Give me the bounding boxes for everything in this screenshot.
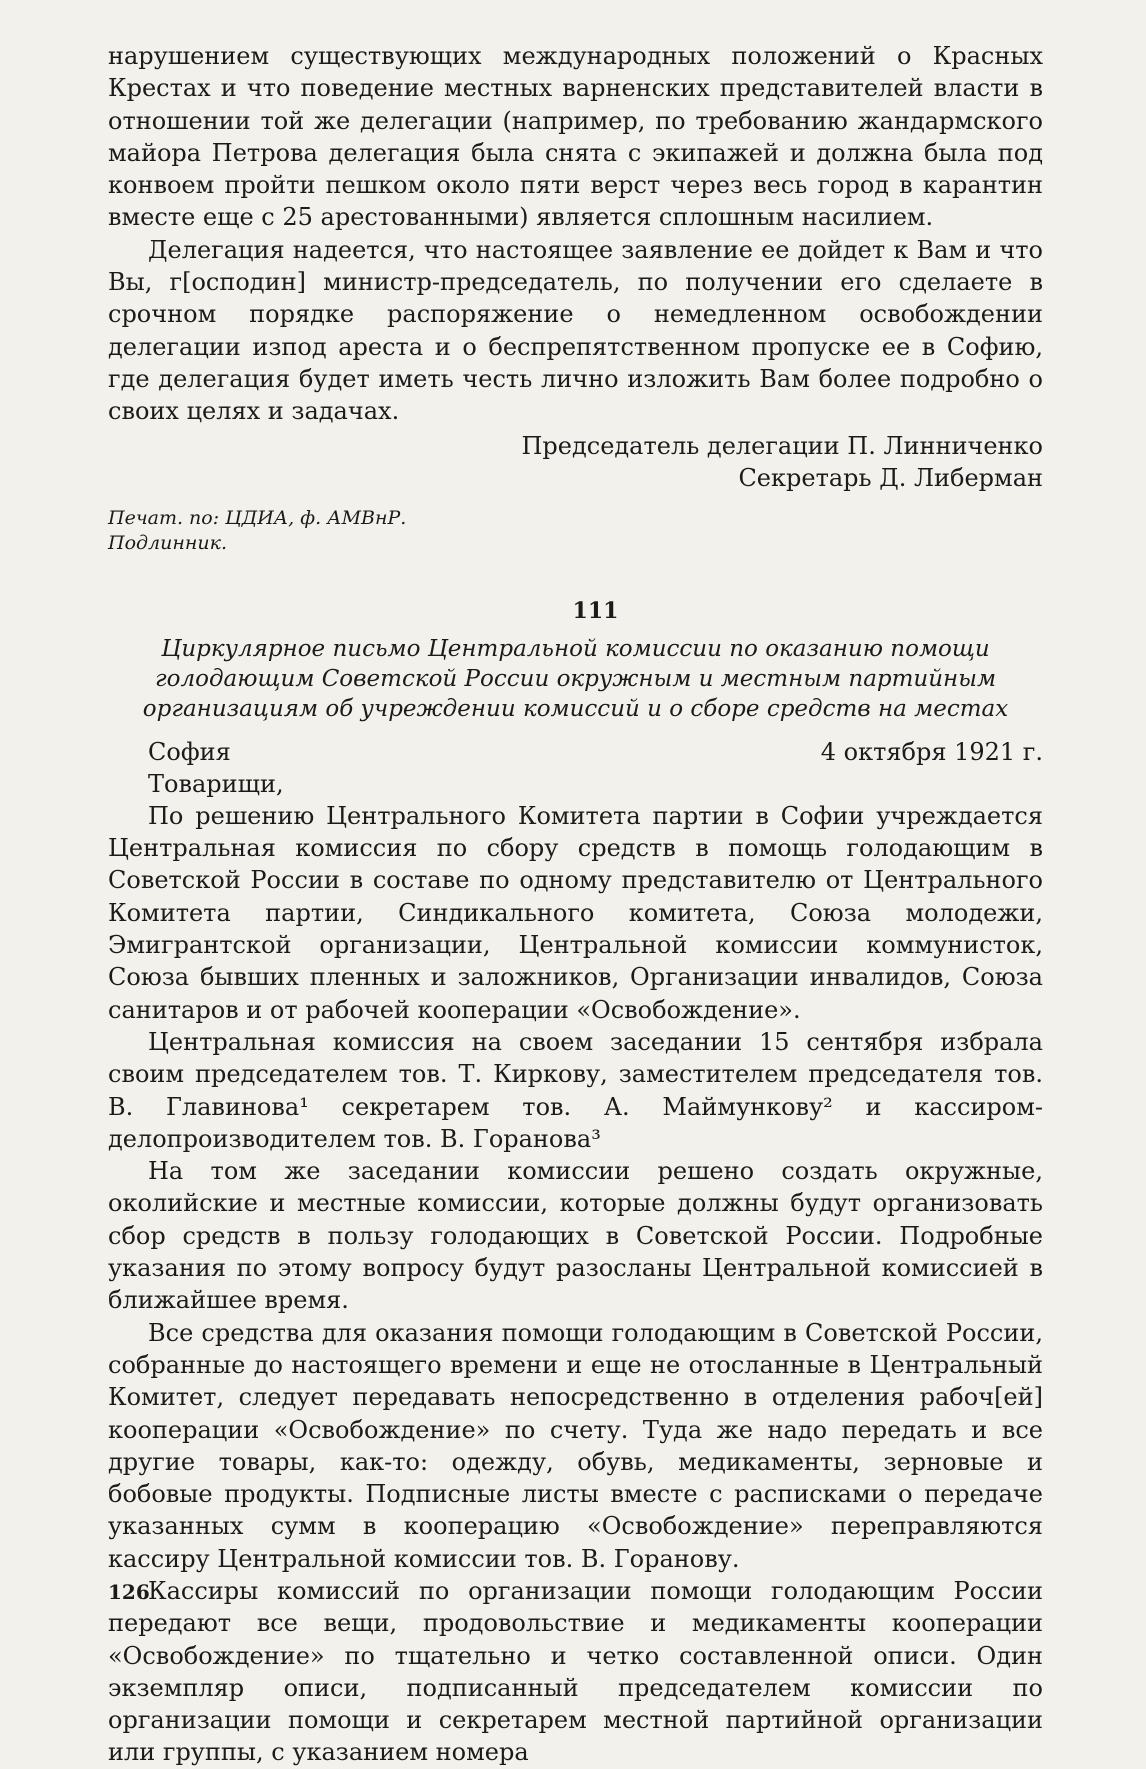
place: София <box>148 737 231 766</box>
paragraph-3: На том же заседании комиссии решено создать окружные, околийские и местные комиссии, которые должны будут организовать сбор средств в пользу голодающих в Советской России. Подробные указания по этому вопросу будут разосланы Центральной комиссией в ближайшее время. <box>108 1157 1043 1315</box>
paragraph-2: Центральная комиссия на своем заседании 15 сентября избрала своим председателем тов. Т. Киркову, заместителем председателя тов. В. Главинова¹ секретарем тов. А. Маймункову² и кассиром-делопроизводителем тов. В. Горанова³ <box>108 1027 1043 1153</box>
place-date-line <box>108 736 1043 768</box>
source-original: Подлинник. <box>108 531 228 554</box>
greeting: Товарищи, <box>148 769 284 798</box>
document-number: 111 <box>572 597 619 624</box>
paragraph-continued: нарушением существующих международных положений о Красных Крестах и что поведение местных варненских представителей власти в отношении той же делегации (например, по требованию жандармского майора Петрова делегация была снята с экипажей и должна была под конвоем пройти пешком около пяти верст через весь город в карантин вместе еще с 25 арестованными) является сплошным насилием. <box>108 42 1043 232</box>
paragraph-5: Кассиры комиссий по организации помощи голодающим России передают все вещи, продовольствие и медикаменты кооперации «Освобождение» по тщательно и четко составленной описи. Один экземпляр описи, подписанный председателем комиссии по организации помощи и секретарем местной партийной организации или группы, с указанием номера <box>108 1576 1043 1767</box>
page-number: 126 <box>108 1580 150 1604</box>
source-note <box>108 506 1043 556</box>
paragraph-delegation-hope: Делегация надеется, что настоящее заявление ее дойдет к Вам и что Вы, г[осподин] министр-председатель, по получении его сделаете в срочном порядке распоряжение о немедленном освобождении делегации изпод ареста и о беспрепятственном пропуске ее в Софию, где делегация будет иметь честь лично изложить Вам более подробно о своих целях и задачах. <box>108 235 1043 426</box>
paragraph-1: По решению Центрального Комитета партии в Софии учреждается Центральная комиссия по сбору средств в помощь голодающим в Советской России в составе по одному представителю от Центрального Комитета партии, Синдикального комитета, Союза молодежи, Эмигрантской организации, Центральной комиссии коммунисток, Союза бывших пленных и заложников, Организации инвалидов, Союза санитаров и от рабочей кооперации «Освобождение». <box>108 801 1043 1024</box>
signature-secretary: Секретарь Д. Либерман <box>738 463 1043 492</box>
date: 4 октября 1921 г. <box>820 737 1043 766</box>
paragraph-4: Все средства для оказания помощи голодающим в Советской России, собранные до настоящего времени и еще не отосланные в Центральный Комитет, следует передавать непосредственно в отделения рабоч[ей] кооперации «Освобождение» по счету. Туда же надо передать и все другие товары, как-то: одежду, обувь, медикаменты, зерновые и бобовые продукты. Подписные листы вместе с расписками о передаче указанных сумм в кооперацию «Освобождение» переправляются кассиру Центральной комиссии тов. В. Горанову. <box>108 1318 1043 1573</box>
source-archive: Печат. по: ЦДИА, ф. АМВнР. <box>108 506 407 529</box>
signature-chairman: Председатель делегации П. Линниченко <box>521 431 1043 460</box>
document-title: Циркулярное письмо Центральной комиссии по оказанию помощи голодающим Советской России окружным и местным партийным организациям об учреждении комиссий и о сборе средств на местах <box>142 635 1009 722</box>
document-page <box>108 40 1043 1769</box>
